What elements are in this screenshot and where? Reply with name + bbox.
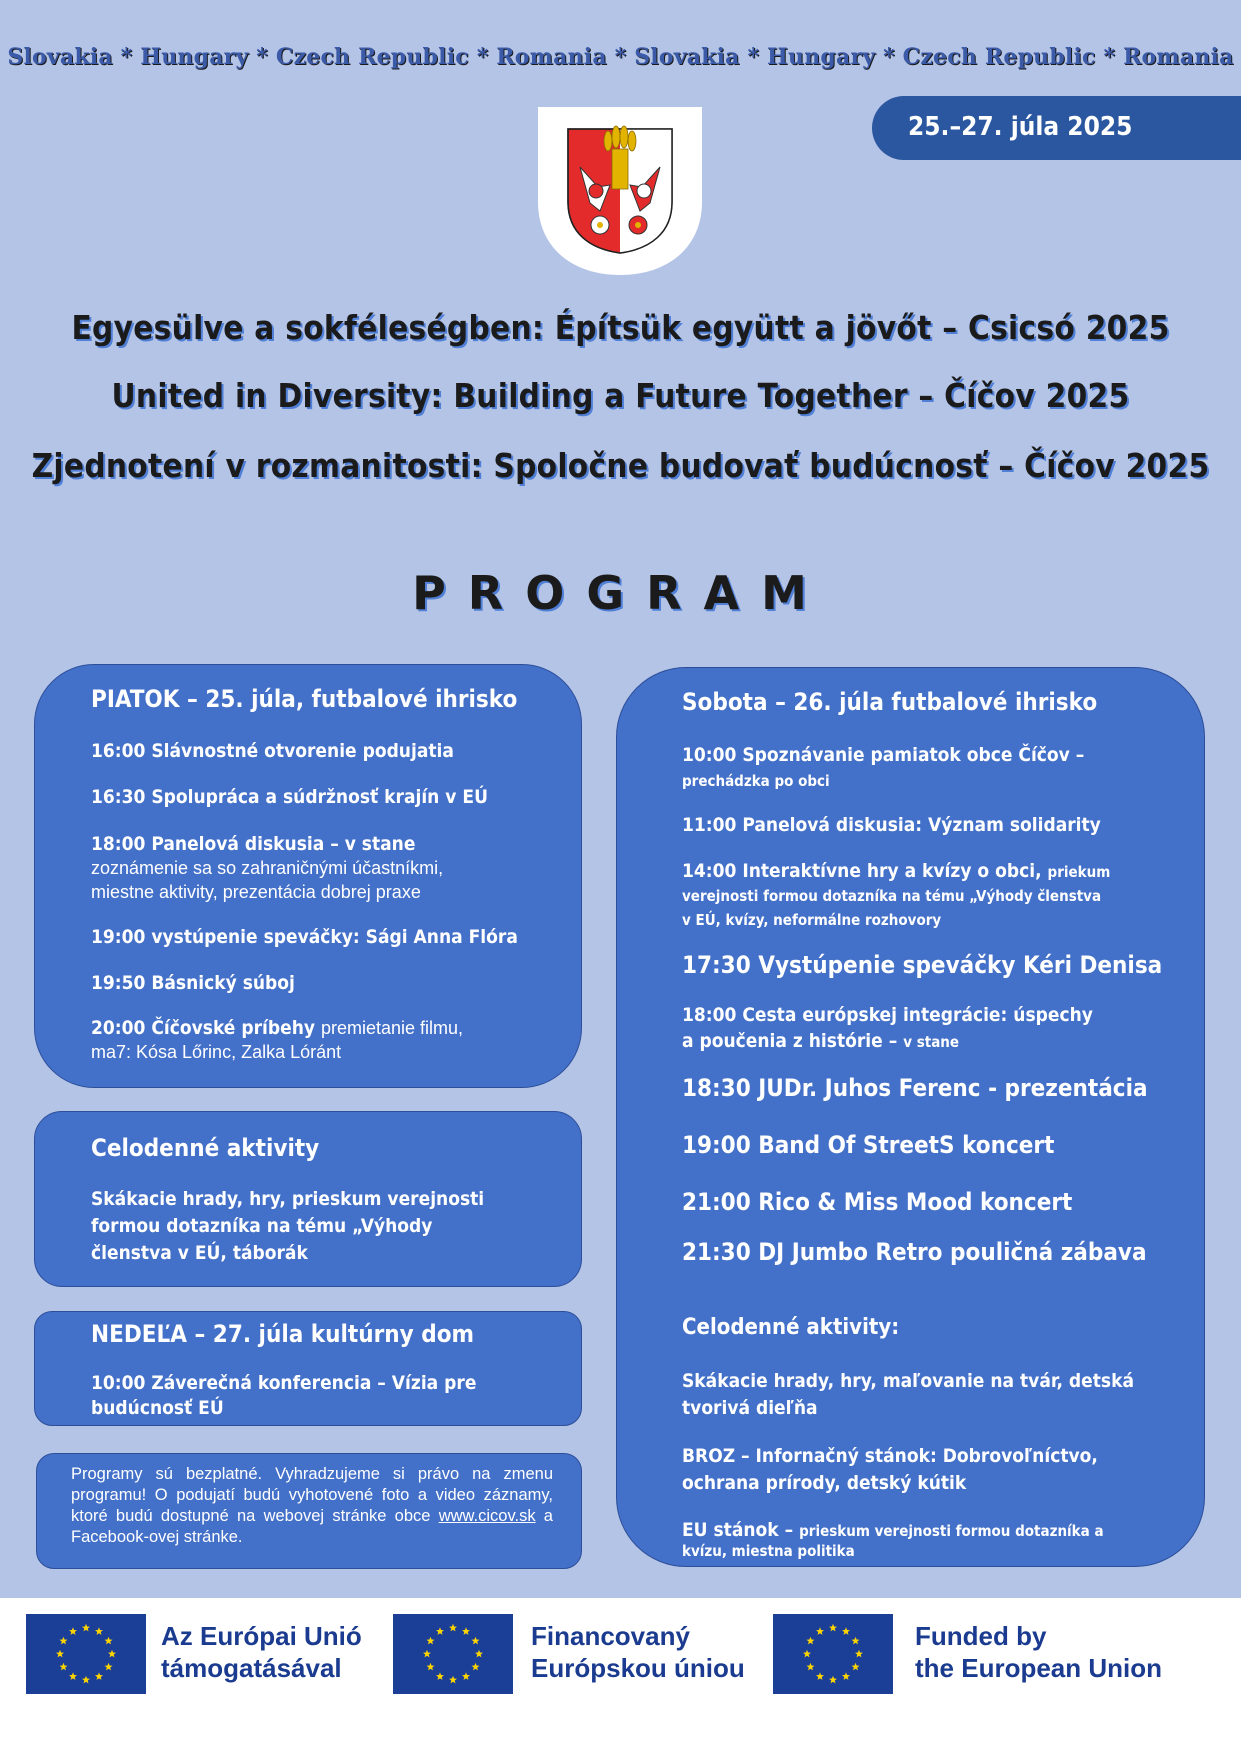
- eu-credit-line: Európskou úniou: [531, 1653, 745, 1683]
- list-item: členstva v EÚ, táborák: [91, 1242, 308, 1264]
- list-item: ochrana prírody, detský kútik: [682, 1472, 967, 1494]
- allday-title: Celodenné aktivity: [91, 1134, 320, 1162]
- list-item-detail: zoznámenie sa so zahraničnými účastníkmi,: [91, 858, 444, 878]
- title-english: United in Diversity: Building a Future Together – Číčov 2025: [111, 376, 1130, 415]
- list-item: BROZ – Infornačný stánok: Dobrovoľníctvo,: [682, 1445, 1098, 1467]
- eu-flag-icon: [393, 1614, 513, 1694]
- program-heading: PROGRAM: [412, 566, 829, 620]
- list-item-detail: prieskum verejnosti formou dotazníka a: [799, 1522, 1104, 1540]
- list-item: tvorivá dieľňa: [682, 1397, 818, 1419]
- saturday-title: Sobota – 26. júla futbalové ihrisko: [682, 688, 1098, 716]
- list-item: 16:00 Slávnostné otvorenie podujatia: [91, 740, 454, 762]
- saturday-allday-title: Celodenné aktivity:: [682, 1315, 900, 1340]
- eu-flag-icon: [773, 1614, 893, 1694]
- website-link[interactable]: www.cicov.sk: [438, 1507, 536, 1525]
- title-hungarian: Egyesülve a sokféleségben: Építsük együtt a jövőt – Csicsó 2025: [71, 308, 1170, 347]
- notice-panel: [36, 1453, 582, 1569]
- eu-credit-hungarian: [161, 1620, 362, 1684]
- title-slovak: Zjednotení v rozmanitosti: Spoločne budovať budúcnosť – Číčov 2025: [31, 446, 1210, 485]
- eu-credit-line: Financovaný: [531, 1621, 690, 1651]
- saturday-panel: [616, 667, 1205, 1567]
- list-item: 10:00 Spoznávanie pamiatok obce Číčov –: [682, 744, 1085, 766]
- notice-text: [71, 1464, 553, 1548]
- notice-tail: a Facebook-ovej stránke.: [71, 1507, 553, 1546]
- eu-flag-icon: [26, 1614, 146, 1694]
- list-item: budúcnosť EÚ: [91, 1397, 224, 1419]
- list-item: Skákacie hrady, hry, prieskum verejnosti: [91, 1188, 485, 1210]
- list-item: 18:30 JUDr. Juhos Ferenc - prezentácia: [682, 1074, 1148, 1102]
- list-item: formou dotazníka na tému „Výhody: [91, 1215, 433, 1237]
- eu-credit-line: támogatásával: [161, 1653, 342, 1683]
- list-item: 19:00 vystúpenie speváčky: Sági Anna Flóra: [91, 926, 518, 948]
- list-item-detail: premietanie filmu,: [320, 1018, 464, 1038]
- list-item-detail: verejnosti formou dotazníka na tému „Výhody členstva: [682, 887, 1102, 905]
- list-item: 21:30 DJ Jumbo Retro pouličná zábava: [682, 1238, 1147, 1266]
- list-item: 20:00 Číčovské príbehy: [91, 1017, 316, 1039]
- allday-activities-panel: [34, 1111, 582, 1287]
- friday-title: PIATOK – 25. júla, futbalové ihrisko: [91, 685, 518, 713]
- list-item-detail: v EÚ, kvízy, neformálne rozhovory: [682, 911, 942, 929]
- eu-credit-slovak: [531, 1620, 745, 1684]
- list-item-detail: prechádzka po obci: [682, 772, 830, 790]
- list-item: 19:00 Band Of StreetS koncert: [682, 1131, 1055, 1159]
- sunday-panel: [34, 1311, 582, 1426]
- list-item: 14:00 Interaktívne hry a kvízy o obci,: [682, 860, 1042, 882]
- list-item-detail: v stane: [903, 1033, 960, 1051]
- list-item: Skákacie hrady, hry, maľovanie na tvár, detská: [682, 1370, 1135, 1392]
- sunday-title: NEDEĽA – 27. júla kultúrny dom: [91, 1320, 475, 1348]
- country-banner: Slovakia * Hungary * Czech Republic * Romania * Slovakia * Hungary * Czech Republic * Romania: [7, 44, 1234, 70]
- list-item: 10:00 Záverečná konferencia – Vízia pre: [91, 1372, 477, 1394]
- list-item-detail: kvízu, miestna politika: [682, 1542, 855, 1560]
- notice-body: Programy sú bezplatné. Vyhradzujeme si právo na zmenu programu! O podujatí budú vyhotovené foto a video záznamy, ktoré budú dostupné na webovej stránke obce: [71, 1465, 553, 1525]
- eu-credit-line: Az Európai Unió: [161, 1621, 362, 1651]
- list-item: 18:00 Panelová diskusia – v stane: [91, 833, 416, 855]
- list-item: 11:00 Panelová diskusia: Význam solidarity: [682, 814, 1101, 836]
- list-item: a poučenia z histórie –: [682, 1030, 898, 1052]
- list-item-detail: ma7: Kósa Lőrinc, Zalka Lóránt: [91, 1042, 342, 1062]
- list-item: 18:00 Cesta európskej integrácie: úspechy: [682, 1004, 1093, 1026]
- eu-credit-line: the European Union: [915, 1653, 1162, 1683]
- list-item: 19:50 Básnický súboj: [91, 972, 295, 994]
- eu-credit-english: [915, 1620, 1162, 1684]
- list-item: 16:30 Spolupráca a súdržnosť krajín v EÚ: [91, 786, 488, 808]
- event-date: 25.–27. júla 2025: [908, 112, 1133, 142]
- list-item: 21:00 Rico & Miss Mood koncert: [682, 1188, 1073, 1216]
- list-item: 17:30 Vystúpenie speváčky Kéri Denisa: [682, 951, 1163, 979]
- list-item-detail: priekum: [1047, 863, 1111, 881]
- eu-credit-line: Funded by: [915, 1621, 1047, 1651]
- municipality-crest-icon: [538, 107, 702, 275]
- list-item-detail: miestne aktivity, prezentácia dobrej praxe: [91, 882, 421, 902]
- friday-panel: [34, 664, 582, 1088]
- list-item: EU stánok –: [682, 1519, 794, 1541]
